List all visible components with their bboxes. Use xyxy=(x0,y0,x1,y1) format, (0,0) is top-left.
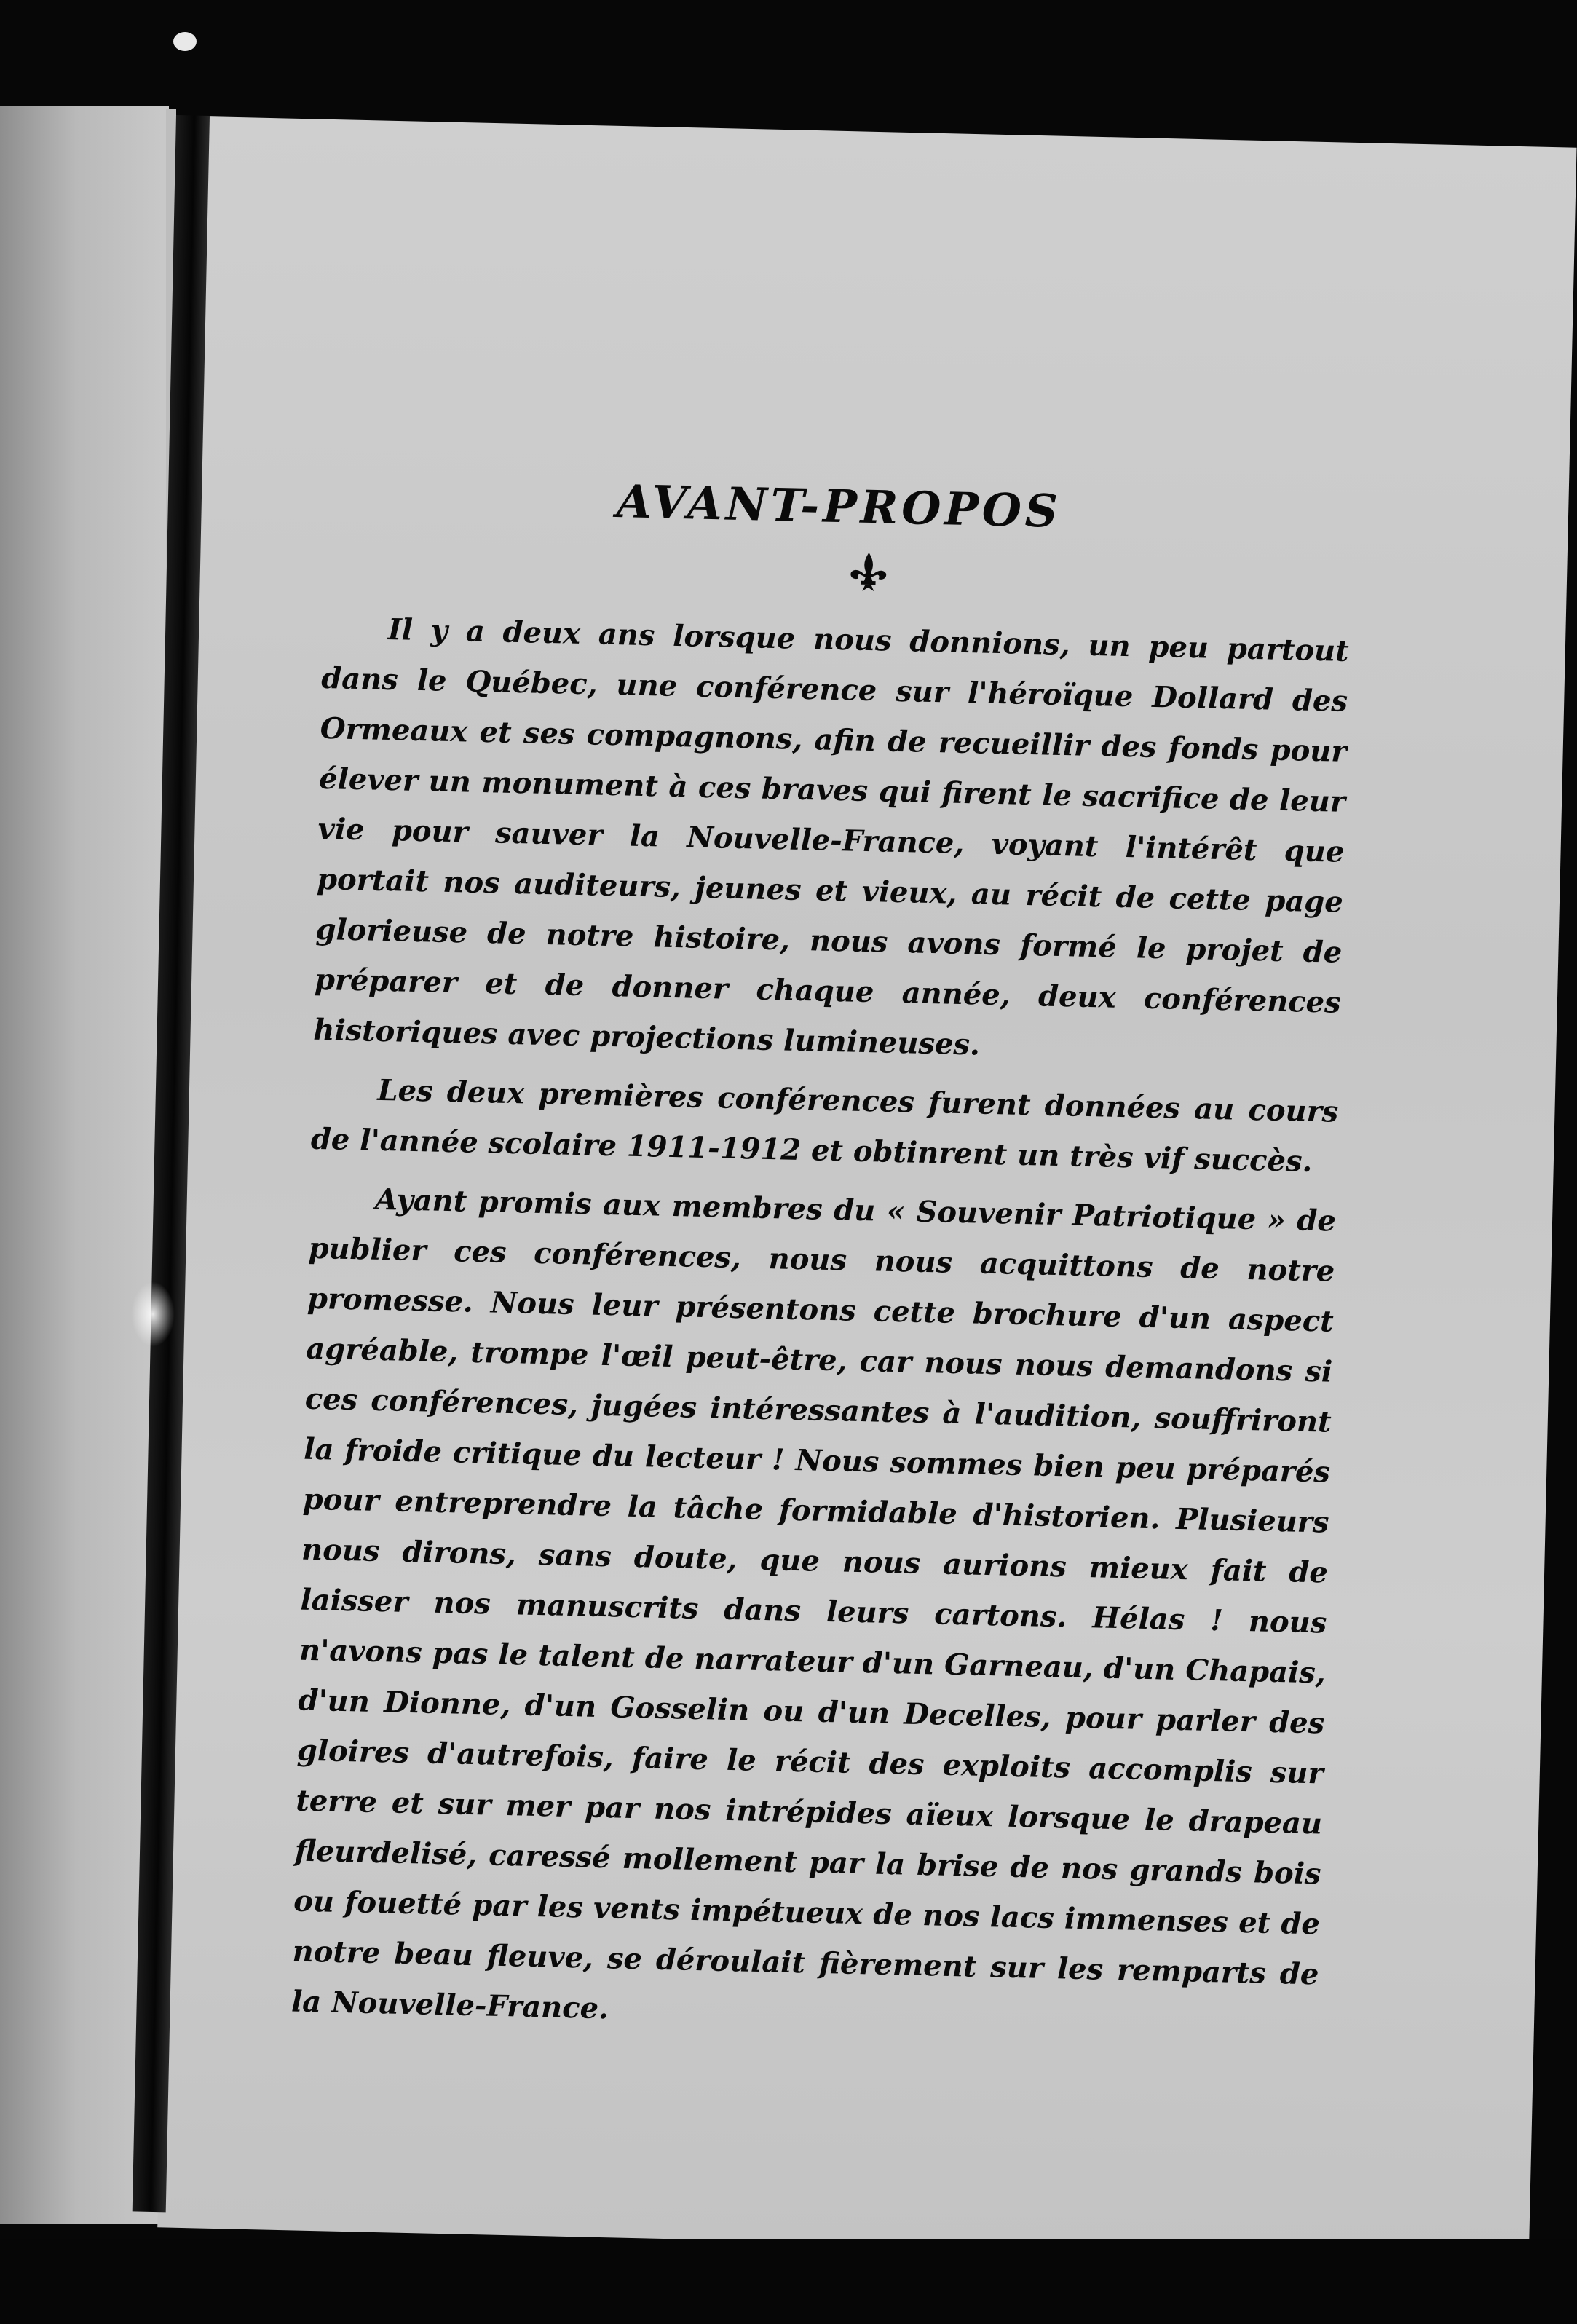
scan-speck xyxy=(173,32,197,51)
paragraph-2: Les deux premières conférences furent données au cours de l'année scolaire 1911-1912 et obtinrent un très vif succès. xyxy=(310,1072,1339,1179)
scan-bottom-border xyxy=(0,2239,1577,2324)
page-title: AVANT-PROPOS xyxy=(616,475,1062,538)
glare-spot xyxy=(131,1281,175,1347)
paragraph-3: Ayant promis aux membres du « Souvenir Patriotique » de publier ces conférences, nous nous acquittons de notre promesse. Nous leur présentons cette brochure d'un aspect agréable, trompe l'œil peut-être, car nous nous demandons si ces conférences, jugées intéressantes à l'audition, souffriront la froide critique du lecteur ! Nous sommes bien peu préparés pour entreprendre la tâche formidable d'historien. Plusieurs nous dirons, sans doute, que nous aurions mieux fait de laisser nos manuscrits dans leurs cartons. Hélas ! nous n'avons pas le talent de narrateur d'un Garneau, d'un Chapais, d'un Dionne, d'un Gosselin ou d'un Decelles, pour parler des gloires d'autrefois, faire le récit des exploits accomplis sur terre et sur mer par nos intrépides aïeux lorsque le drapeau fleurdelisé, caressé mollement par la brise de nos grands bois ou fouetté par les vents impétueux de nos lacs immenses et de notre beau fleuve, se déroulait fièrement sur les remparts de la Nouvelle-France. xyxy=(290,1182,1337,2026)
paragraph-1: Il y a deux ans lorsque nous donnions, un peu partout dans le Québec, une conférence sur l'héroïque Dollard des Ormeaux et ses compagnons, afin de recueillir des fonds pour élever un monument à ces braves qui firent le sacrifice de leur vie pour sauver la Nouvelle-France, voyant l'intérêt que portait nos auditeurs, jeunes et vieux, au récit de cette page glorieuse de notre histoire, nous avons formé le projet de préparer et de donner chaque année, deux conférences historiques avec projections lumineuses. xyxy=(312,612,1350,1062)
page-content xyxy=(290,466,1352,2050)
fleur-de-lis-icon xyxy=(846,549,890,593)
foreword-body xyxy=(290,603,1349,2050)
